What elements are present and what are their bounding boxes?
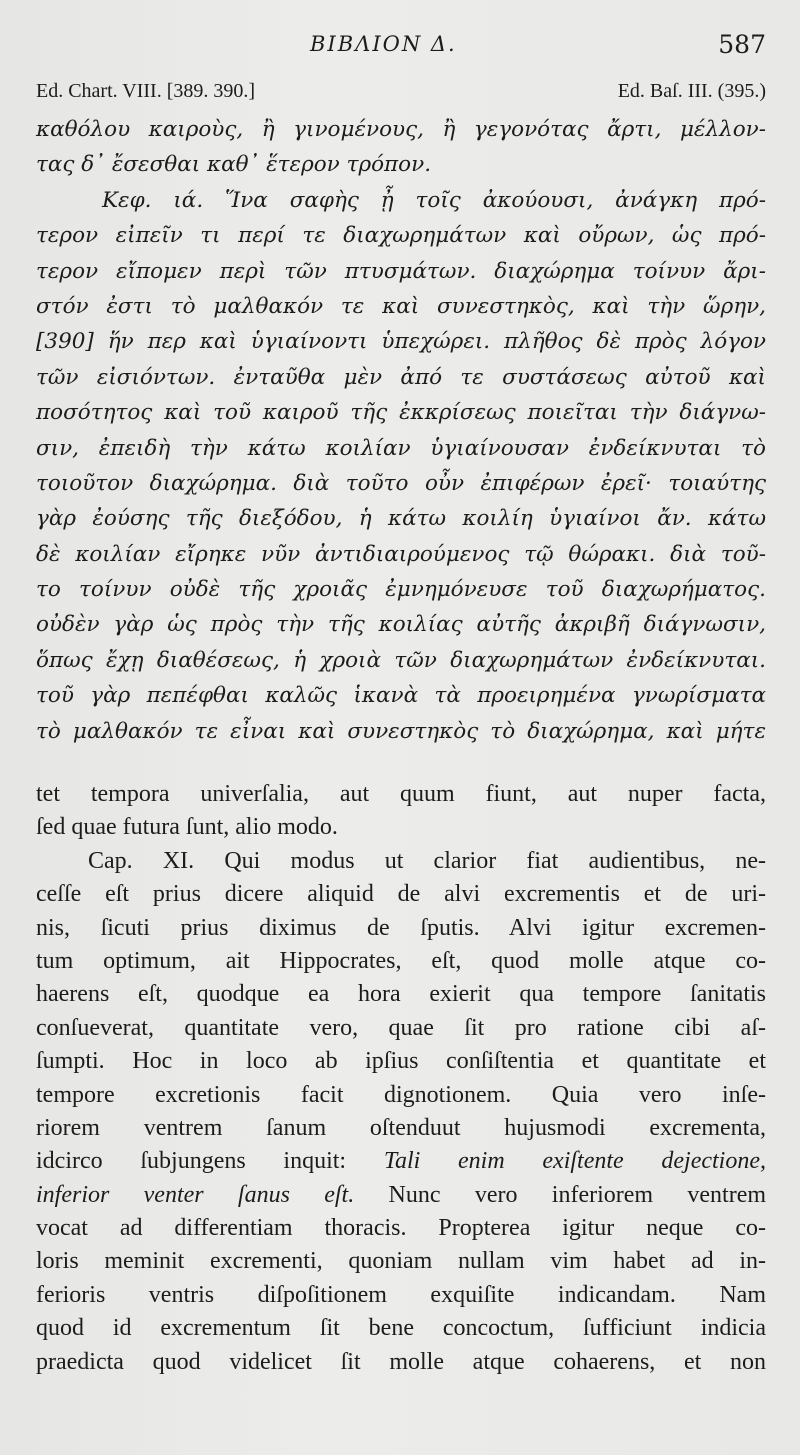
latin-line: quod id excrementum ſit bene concoctum, ſufficiunt indicia bbox=[36, 1315, 766, 1342]
latin-line: conſueverat, quantitate vero, quae ſit pro ratione cibi aſ- bbox=[36, 1014, 766, 1041]
greek-line: καθόλου καιροὺς, ἢ γινομένους, ἢ γεγονότας ἄρτι, μέλλον- bbox=[36, 117, 766, 142]
greek-line: γὰρ ἐούσης τῆς διεξόδου, ἡ κάτω κοιλίη ὑγιαίνοι ἄν. κάτω bbox=[36, 506, 766, 532]
latin-line: nis, ſicuti prius diximus de ſputis. Alvi igitur excremen- bbox=[36, 914, 766, 941]
edition-chartier-ref: Ed. Chart. VIII. [389. 390.] bbox=[36, 80, 256, 102]
edition-reference-line bbox=[36, 80, 766, 108]
latin-line: tet tempora univerſalia, aut quum fiunt, aut nuper facta, bbox=[36, 781, 766, 807]
greek-line: Κεφ. ιά. Ἵνα σαφὴς ᾖ τοῖς ἀκούουσι, ἀνάγκη πρό- bbox=[102, 187, 766, 213]
latin-line: ſumpti. Hoc in loco ab ipſius conſiſtentia et quantitate et bbox=[36, 1048, 766, 1075]
latin-line bbox=[36, 1179, 766, 1212]
latin-line bbox=[36, 1145, 766, 1178]
latin-line: Cap. XI. Qui modus ut clarior fiat audientibus, ne- bbox=[88, 847, 766, 874]
greek-line: ὅπως ἔχῃ διαθέσεως, ἡ χροιὰ τῶν διαχωρημάτων ἐνδείκνυται. bbox=[36, 647, 766, 673]
edition-basel-ref: Ed. Baſ. III. (395.) bbox=[617, 80, 766, 102]
hippocrates-quote: Tali enim exiſtente dejectione, bbox=[383, 1148, 767, 1175]
latin-fragment: idcirco ſubjungens inquit: bbox=[36, 1148, 347, 1175]
greek-text-block bbox=[36, 112, 766, 749]
latin-line: haerens eſt, quodque ea hora exierit qua tempore ſanitatis bbox=[36, 981, 766, 1008]
running-title: ΒΙΒΛΙΟΝ Δ. bbox=[310, 32, 457, 56]
greek-line: τοιοῦτον διαχώρημα. διὰ τοῦτο οὖν ἐπιφέρων ἐρεῖ· τοιαύτης bbox=[36, 470, 766, 496]
greek-line: τερον εἰπεῖν τι περί τε διαχωρημάτων καὶ οὔρων, ὡς πρό- bbox=[36, 223, 766, 249]
greek-line: τας δ᾽ ἔσεσθαι καθ᾽ ἕτερον τρόπον. bbox=[36, 152, 432, 178]
greek-line: τοῦ γὰρ πεπέφθαι καλῶς ἱκανὰ τὰ προειρημένα γνωρίσματα bbox=[36, 683, 766, 709]
latin-line: ſed quae futura ſunt, alio modo. bbox=[36, 814, 338, 841]
greek-line: οὐδὲν γὰρ ὡς πρὸς τὴν τῆς κοιλίας αὐτῆς ἀκριβῆ διάγνωσιν, bbox=[36, 612, 766, 638]
latin-line: loris meminit excrementi, quoniam nullam vim habet ad in- bbox=[36, 1248, 766, 1275]
greek-line: σιν, ἐπειδὴ τὴν κάτω κοιλίαν ὑγιαίνουσαν ἐνδείκνυται τὸ bbox=[36, 435, 766, 461]
latin-line: tempore excretionis facit dignotionem. Quia vero inſe- bbox=[36, 1081, 766, 1108]
latin-line: vocat ad differentiam thoracis. Propterea igitur neque co- bbox=[36, 1215, 766, 1242]
greek-line: [390] ἥν περ καὶ ὑγιαίνοντι ὑπεχώρει. πλῆθος δὲ πρὸς λόγον bbox=[36, 329, 766, 355]
latin-line: tum optimum, ait Hippocrates, eſt, quod molle atque co- bbox=[36, 947, 766, 974]
greek-line: ποσότητος καὶ τοῦ καιροῦ τῆς ἐκκρίσεως ποιεῖται τὴν διάγνω- bbox=[36, 400, 766, 426]
latin-line: ferioris ventris diſpoſitionem exquiſite indicandam. Nam bbox=[36, 1281, 766, 1308]
page-number: 587 bbox=[718, 30, 766, 59]
hippocrates-quote: inferior venter ſanus eſt. bbox=[36, 1181, 355, 1208]
greek-line: τῶν εἰσιόντων. ἐνταῦθα μὲν ἀπό τε συστάσεως αὐτοῦ καὶ bbox=[36, 364, 766, 390]
greek-line: τὸ μαλθακόν τε εἶναι καὶ συνεστηκὸς τὸ διαχώρημα, καὶ μήτε bbox=[36, 718, 766, 744]
latin-text-block bbox=[36, 778, 766, 1379]
running-head bbox=[0, 28, 800, 68]
greek-line: το τοίνυν οὐδὲ τῆς χροιᾶς ἐμνημόνευσε τοῦ διαχωρήματος. bbox=[36, 577, 766, 603]
latin-line: praedicta quod videlicet ſit molle atque cohaerens, et non bbox=[36, 1348, 766, 1375]
latin-fragment: Nunc vero inferiorem ventrem bbox=[388, 1181, 767, 1208]
latin-line: ceſſe eſt prius dicere aliquid de alvi excrementis et de uri- bbox=[36, 881, 766, 908]
latin-line: riorem ventrem ſanum oſtenduut hujusmodi excrementa, bbox=[36, 1114, 766, 1141]
greek-line: δὲ κοιλίαν εἴρηκε νῦν ἀντιδιαιρούμενος τῷ θώρακι. διὰ τοῦ- bbox=[36, 541, 766, 567]
greek-line: τερον εἴπομεν περὶ τῶν πτυσμάτων. διαχώρημα τοίνυν ἄρι- bbox=[36, 258, 766, 284]
greek-line: στόν ἐστι τὸ μαλθακόν τε καὶ συνεστηκὸς, καὶ τὴν ὥρην, bbox=[36, 293, 766, 319]
